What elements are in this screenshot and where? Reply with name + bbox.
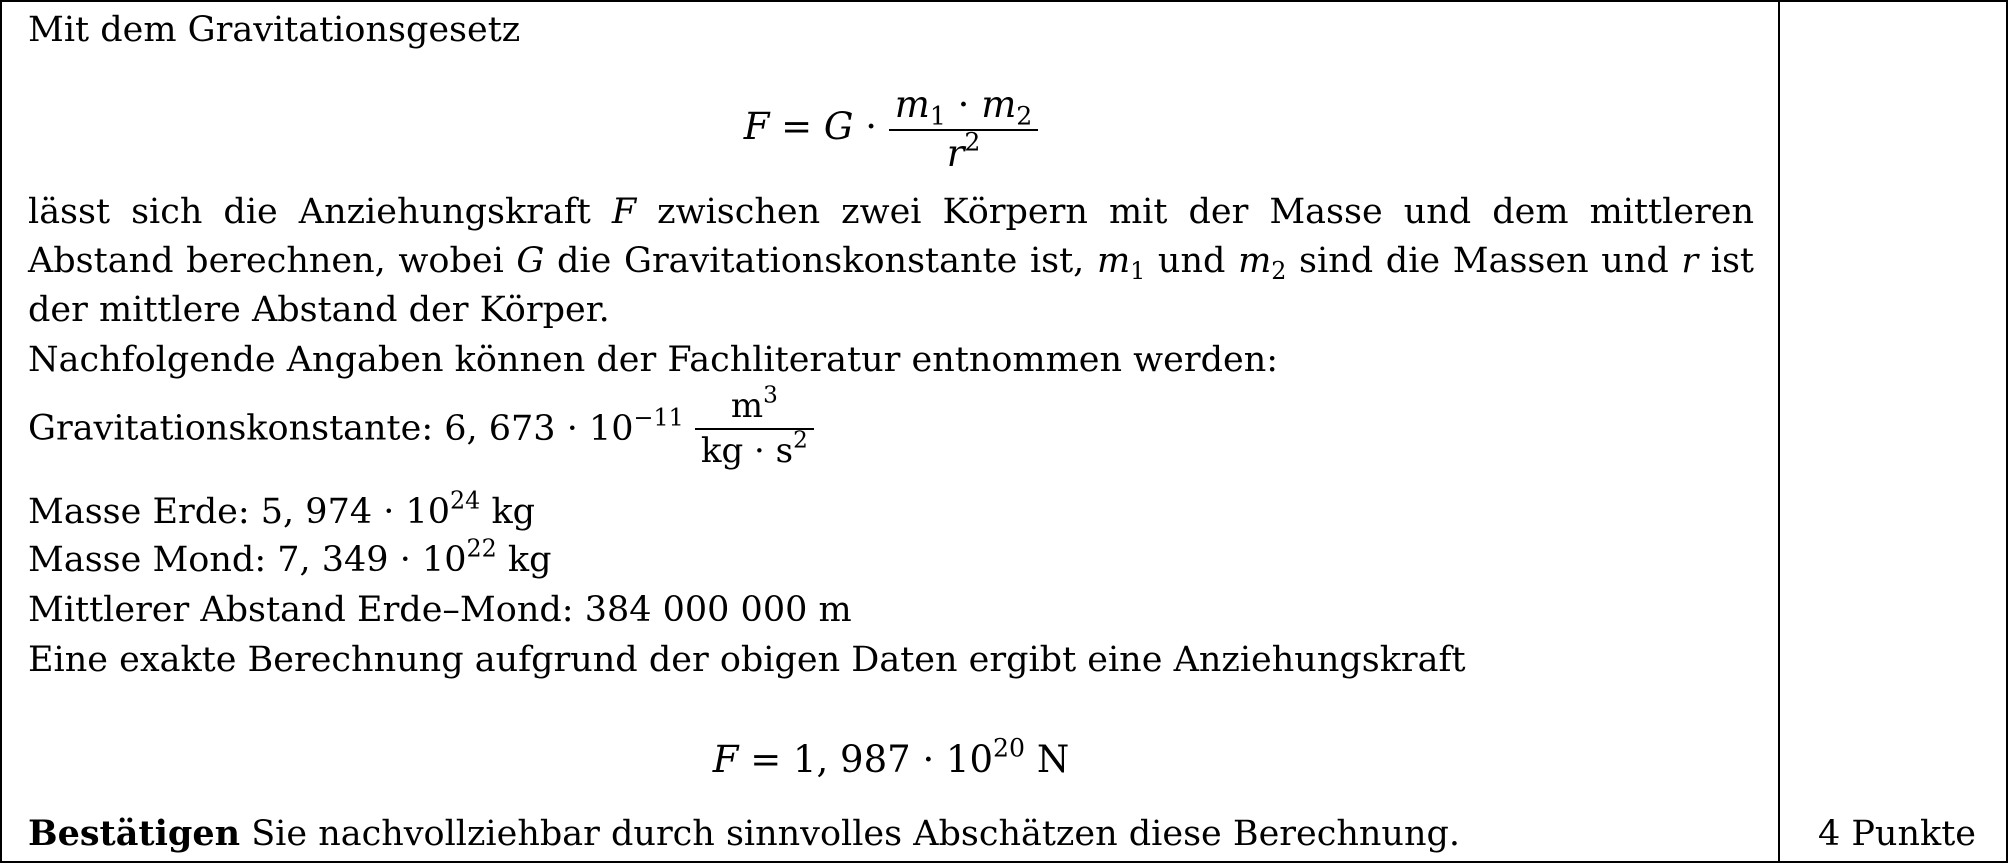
para-var-m2: m [1238,241,1272,281]
moon-mass-mantissa: 7, 349 · 10 [277,540,467,580]
formula-sub2: 2 [1016,101,1033,131]
para-sub-1: 1 [1130,257,1146,286]
task-instruction-text: Sie nachvollziehbar durch sinnvolles Abschätzen diese Berechnung. [240,814,1461,854]
grav-constant-exp: −11 [633,402,684,431]
earth-mass-unit: kg [480,492,536,532]
formula-sub1: 1 [929,101,946,131]
grav-constant-line [28,382,814,472]
grav-unit-denominator [695,427,814,472]
grav-unit-numerator [695,382,814,430]
para-var-g: G [516,241,545,281]
task-cell [2,2,1780,861]
moon-mass-exp: 22 [466,534,497,563]
para-text-1: lässt sich die Anziehungskraft [28,192,612,232]
formula-f: F [743,105,770,149]
result-var-f: F [712,738,739,781]
para-text-2: zwischen zwei Körpern mit der Masse und dem mittleren Abstand berechnen, wobei [28,192,1755,281]
formula-r: r [946,131,965,175]
earth-mass-exp: 24 [450,486,481,515]
moon-mass-line [28,534,552,582]
earth-mass-label: Masse Erde: [28,492,261,532]
formula-m2: m [981,83,1017,126]
gravitation-formula [2,84,1780,175]
formula-r-exp: 2 [964,126,981,156]
earth-mass-mantissa: 5, 974 · 10 [260,492,451,532]
moon-mass-label: Masse Mond: [28,540,278,580]
formula-g: G [823,105,854,149]
para-sub-2: 2 [1271,257,1287,286]
formula-numerator [889,84,1039,131]
grav-constant-unit [695,382,814,472]
result-value: = 1, 987 · 10 [738,738,994,781]
task-instruction [28,812,1460,856]
moon-mass-unit: kg [496,540,552,580]
grav-unit-m-exp: 3 [763,382,778,409]
formula-dot: · [865,105,878,149]
para-text-5: sind die Massen und [1286,241,1682,281]
result-exp: 20 [993,733,1026,763]
grav-unit-kgs: kg · s [700,431,794,472]
formula-m1: m [894,83,930,126]
earth-mass-line [28,486,536,534]
result-formula [2,735,1780,785]
para-text-6: ist der mittlere Abstand der Körper. [28,241,1754,330]
explanation-paragraph [28,188,1754,335]
para-var-f: F [611,192,637,232]
task-operator-word: Bestätigen [28,813,241,854]
para-text-4: und [1145,241,1239,281]
distance-line [28,588,852,632]
formula-num-dot: · [957,83,970,126]
distance-value: 384 000 000 m [584,590,852,630]
grav-unit-m: m [730,386,764,426]
result-intro-text: Eine exakte Berechnung aufgrund der obigen Daten ergibt eine Anziehungskraft [28,640,1466,680]
formula-fraction [889,84,1039,175]
intro-text: Mit dem Gravitationsgesetz [28,10,521,50]
para-var-r: r [1681,241,1699,281]
result-unit: N [1025,738,1070,781]
formula-equals: = [781,105,813,149]
grav-constant-mantissa: 6, 673 · 10 [444,408,634,449]
lead-text: Nachfolgende Angaben können der Fachliteratur entnommen werden: [28,340,1279,380]
grav-constant-label: Gravitationskonstante: [28,408,445,449]
formula-denominator [889,126,1039,176]
para-text-3: die Gravitationskonstante ist, [544,241,1097,281]
distance-label: Mittlerer Abstand Erde–Mond: [28,590,585,630]
points-cell [1780,2,2006,861]
grav-unit-s-exp: 2 [793,427,808,454]
points-label: 4 Punkte [1817,814,1976,854]
para-var-m1: m [1096,241,1131,281]
